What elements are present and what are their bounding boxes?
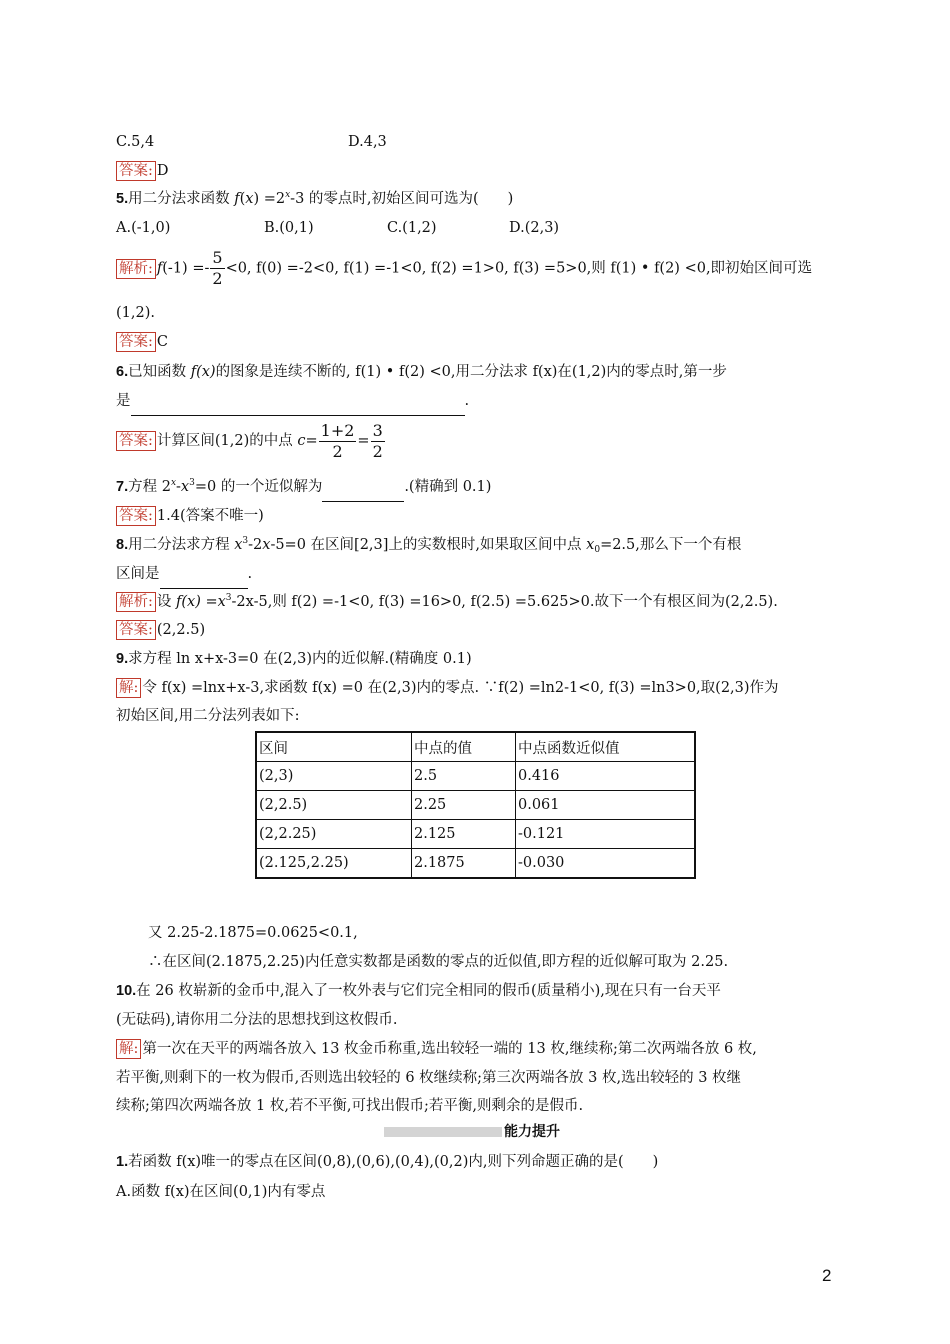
q10-stem	[116, 980, 721, 1002]
stem-text: .	[464, 393, 470, 409]
p1-stem	[116, 1151, 658, 1173]
analysis-label: 解析:	[116, 259, 156, 279]
q7-answer	[116, 505, 264, 527]
solution-text: 第一次在天平的两端各放入 13 枚金币称重,选出较轻一端的 13 枚,继续称;第二次两端各放 6 枚,	[142, 1041, 757, 1057]
stem-text: 若函数 f(x)唯一的零点在区间(0,8),(0,6),(0,4),(0,2)内,则下列命题正确的是( )	[128, 1154, 659, 1170]
page-number: 2	[822, 1266, 832, 1285]
q10-solution	[116, 1038, 757, 1060]
answer-value: 1.4(答案不唯一)	[156, 508, 264, 524]
section-title: 能力提升	[504, 1123, 560, 1139]
table-cell: 2.1875	[412, 849, 516, 879]
q9-after-table: 又 2.25-2.1875=0.0625<0.1,	[148, 925, 358, 941]
q5-answer	[116, 331, 168, 353]
stem-text: 是	[116, 393, 131, 409]
analysis-text: -2x-5,则 f(2) =-1<0, f(3) =16>0, f(2.5) =5.625>0.故下一个有根区间为(2,2.5).	[231, 594, 778, 610]
fraction	[210, 248, 224, 289]
q5-option-c: C.(1,2)	[387, 220, 437, 236]
stem-text: 区间是	[116, 566, 160, 582]
q4-option-d: D.4,3	[348, 134, 387, 150]
question-number: 7.	[116, 479, 129, 495]
section-bar	[384, 1127, 502, 1137]
stem-text: 在 26 枚崭新的金币中,混入了一枚外表与它们完全相同的假币(质量稍小),现在只有一台天平	[136, 983, 721, 999]
answer-value: C	[156, 334, 168, 350]
q6-answer	[116, 418, 386, 464]
q5-analysis	[116, 248, 812, 289]
stem-text: 方程 2	[128, 479, 171, 495]
answer-blank[interactable]	[322, 479, 404, 502]
exponent: 3	[189, 478, 195, 488]
question-number: 6.	[116, 364, 129, 380]
question-number: 10.	[116, 983, 137, 999]
stem-text: f(x)	[190, 364, 216, 380]
stem-text: 用二分法求函数	[128, 191, 235, 207]
q6-stem	[116, 361, 727, 383]
answer-value: D	[156, 163, 169, 179]
table-row	[256, 791, 695, 820]
q6-stem-line2	[116, 390, 469, 416]
q5-options	[116, 217, 560, 239]
stem-text: x	[245, 191, 254, 207]
analysis-label: 解析:	[116, 592, 156, 612]
analysis-text: 设	[156, 594, 176, 610]
table-header-row	[256, 732, 695, 762]
q9-solution-line2: 初始区间,用二分法列表如下:	[116, 708, 300, 724]
bisection-table	[255, 731, 696, 879]
table-header: 中点函数近似值	[516, 732, 696, 762]
answer-label: 答案:	[116, 431, 156, 451]
table-cell: (2,2.25)	[256, 820, 412, 849]
fraction-numerator: 3	[372, 420, 383, 440]
table-cell: (2,3)	[256, 762, 412, 791]
question-number: 5.	[116, 191, 129, 207]
answer-text: =	[305, 433, 318, 449]
stem-text: .(精确到 0.1)	[404, 479, 492, 495]
answer-text: =	[357, 433, 370, 449]
table-row	[256, 820, 695, 849]
stem-text: x	[180, 479, 190, 495]
fraction-numerator: 5	[212, 248, 223, 267]
answer-blank[interactable]	[160, 566, 248, 589]
fraction-numerator: 1+2	[320, 420, 355, 440]
table-header: 中点的值	[412, 732, 516, 762]
exponent: x	[170, 478, 177, 488]
q10-solution-line2: 若平衡,则剩下的一枚为假币,否则选出较轻的 6 枚继续称;第三次两端各放 3 枚,选出较轻的 3 枚继	[116, 1070, 742, 1086]
table-cell: 0.061	[516, 791, 696, 820]
fraction-denominator: 2	[212, 269, 223, 288]
answer-text: c	[297, 433, 306, 449]
q9-solution	[116, 677, 779, 699]
stem-text: ) =2	[253, 191, 286, 207]
exponent: 3	[242, 536, 249, 546]
table-cell: -0.030	[516, 849, 696, 879]
answer-label: 答案:	[116, 620, 156, 640]
table-cell: (2.125,2.25)	[256, 849, 412, 879]
stem-text: x	[586, 537, 595, 553]
question-number: 1.	[116, 1154, 129, 1170]
analysis-text: f	[156, 260, 163, 277]
section-heading	[384, 1120, 560, 1142]
q8-analysis	[116, 591, 778, 613]
question-number: 8.	[116, 537, 129, 553]
fraction-denominator: 2	[332, 441, 343, 461]
table-cell: -0.121	[516, 820, 696, 849]
q9-stem	[116, 648, 472, 670]
analysis-text: (-1) =-	[162, 260, 210, 277]
analysis-text: f(x) =x	[176, 594, 226, 610]
table-row	[256, 762, 695, 791]
table-cell: 2.5	[412, 762, 516, 791]
exponent: 3	[225, 593, 232, 603]
question-number: 9.	[116, 651, 129, 667]
stem-text: x	[262, 537, 271, 553]
stem-text: x	[234, 537, 243, 553]
fraction-denominator: 2	[372, 441, 383, 461]
answer-value: (2,2.5)	[156, 622, 206, 638]
q4-answer	[116, 160, 169, 182]
exponent: x	[285, 190, 291, 200]
q9-conclusion: ∴在区间(2.1875,2.25)内任意实数都是函数的零点的近似值,即方程的近似解可取为 2.25.	[148, 954, 729, 970]
stem-text: 已知函数	[128, 364, 191, 380]
table-cell: (2,2.5)	[256, 791, 412, 820]
q5-analysis-cont: (1,2).	[116, 305, 155, 321]
q10-stem-line2: (无砝码),请你用二分法的思想找到这枚假币.	[116, 1012, 398, 1028]
stem-text: -3 的零点时,初始区间可选为( )	[290, 191, 514, 207]
q4-option-c: C.5,4	[116, 134, 155, 150]
q5-stem	[116, 188, 513, 210]
stem-text: (	[239, 191, 246, 207]
stem-text: -5=0 在区间[2,3]上的实数根时,如果取区间中点	[270, 537, 587, 553]
analysis-text: <0, f(0) =-2<0, f(1) =-1<0, f(2) =1>0, f(3) =5>0,则 f(1) • f(2) <0,即初始区间可选	[225, 260, 813, 277]
fraction	[319, 421, 357, 462]
q8-stem-line2	[116, 563, 252, 589]
stem-text: .	[247, 566, 253, 582]
answer-text: 计算区间(1,2)的中点	[156, 433, 298, 449]
solution-text: 令 f(x) =lnx+x-3,求函数 f(x) =0 在(2,3)内的零点. ∵f(2) =ln2-1<0, f(3) =ln3>0,取(2,3)作为	[142, 680, 779, 696]
table-header: 区间	[256, 732, 412, 762]
stem-text: =0 的一个近似解为	[194, 479, 323, 495]
subscript: 0	[594, 545, 601, 555]
q5-option-b: B.(0,1)	[264, 220, 314, 236]
stem-text: =2.5,那么下一个有根	[600, 537, 742, 553]
q4-options	[116, 131, 387, 153]
table-cell: 2.125	[412, 820, 516, 849]
stem-text: -	[176, 479, 181, 495]
answer-label: 答案:	[116, 332, 156, 352]
answer-blank[interactable]	[131, 393, 465, 416]
q8-answer	[116, 619, 205, 641]
stem-text: 的图象是连续不断的, f(1) • f(2) <0,用二分法求 f(x)在(1,2)内的零点时,第一步	[215, 364, 727, 380]
q8-stem	[116, 534, 741, 556]
stem-text: 用二分法求方程	[128, 537, 235, 553]
answer-label: 答案:	[116, 506, 156, 526]
solution-label: 解:	[116, 678, 141, 698]
table-row	[256, 849, 695, 879]
q10-solution-line3: 续称;第四次两端各放 1 枚,若不平衡,可找出假币;若平衡,则剩余的是假币.	[116, 1098, 584, 1114]
stem-text: f	[234, 191, 240, 207]
answer-label: 答案:	[116, 161, 156, 181]
q5-option-d: D.(2,3)	[509, 220, 560, 236]
stem-text: 求方程 ln x+x-3=0 在(2,3)内的近似解.(精确度 0.1)	[128, 651, 472, 667]
table-cell: 2.25	[412, 791, 516, 820]
p1-option-a: A.函数 f(x)在区间(0,1)内有零点	[116, 1184, 326, 1200]
q7-stem	[116, 476, 491, 502]
solution-label: 解:	[116, 1039, 141, 1059]
table-cell: 0.416	[516, 762, 696, 791]
q5-option-a: A.(-1,0)	[116, 220, 171, 236]
stem-text: -2	[248, 537, 263, 553]
fraction	[371, 421, 385, 462]
